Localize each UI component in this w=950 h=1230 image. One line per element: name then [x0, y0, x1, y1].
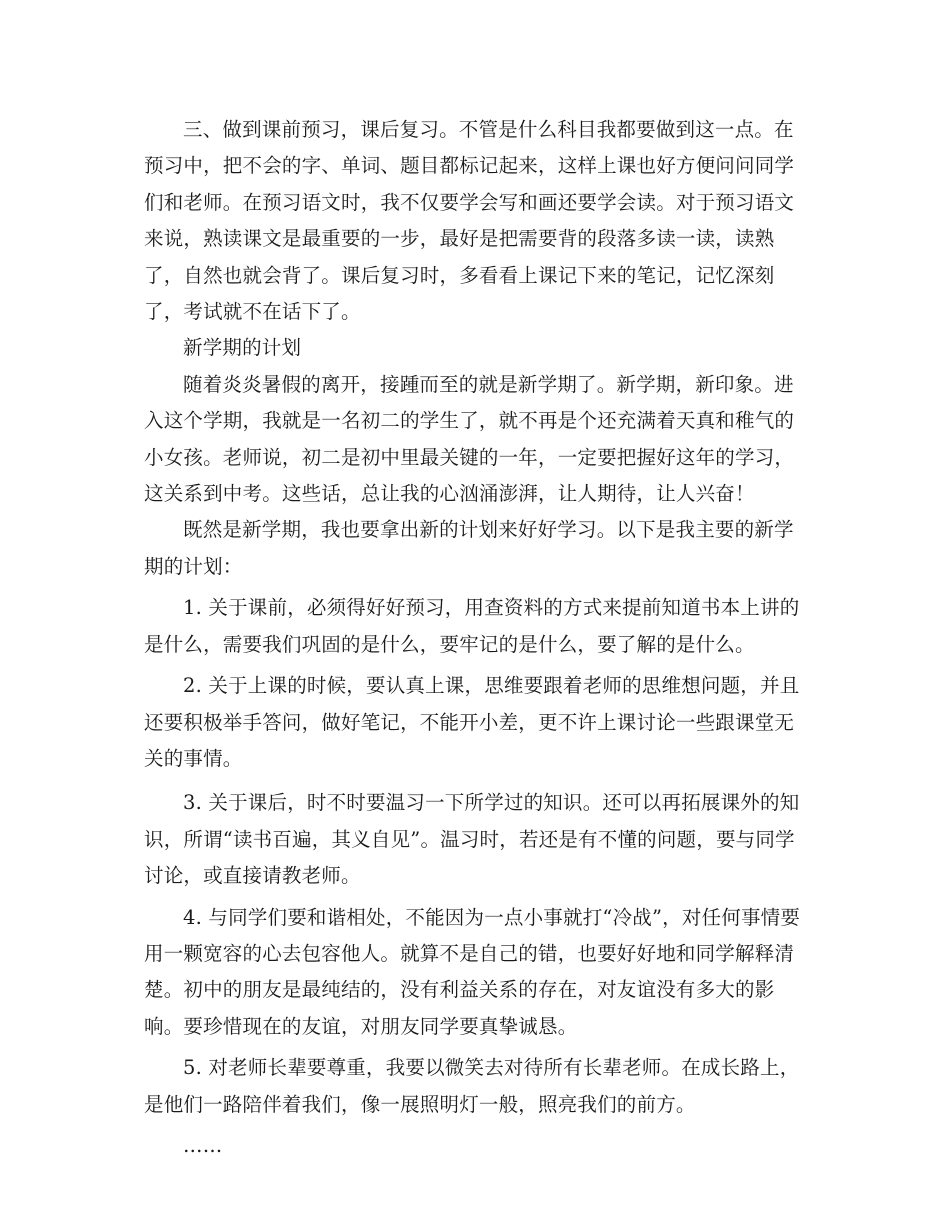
paragraph-review-plan: 三、做到课前预习，课后复习。不管是什么科目我都要做到这一点。在预习中，把不会的字、单词、题目都标记起来，这样上课也好方便问问同学们和老师。在预习语文时，我不仅要学会写和画还要学会读。对于预习语文来说，熟读课文是最重要的一步，最好是把需要背的段落多读一读，读熟了，自然也就会背了。课后复习时，多看看上课记下来的笔记，记忆深刻了，考试就不在话下了。 — [144, 118, 795, 324]
plan-item-4: 4. 与同学们要和谐相处，不能因为一点小事就打“冷战”，对任何事情要用一颗宽容的心去包容他人。就算不是自己的错，也要好好地和同学解释清楚。初中的朋友是最纯结的，没有利益关系的存在，对友谊没有多大的影响。要珍惜现在的友谊，对朋友同学要真挚诚恳。 — [144, 905, 801, 1038]
plan-item-3: 3. 关于课后，时不时要温习一下所学过的知识。还可以再拓展课外的知识，所谓“读书百遍，其义自见”。温习时，若还是有不懂的问题，要与同学讨论，或直接请教老师。 — [144, 791, 800, 888]
plan-item-1: 1. 关于课前，必须得好好预习，用查资料的方式来提前知道书本上讲的是什么，需要我们巩固的是什么，要牢记的是什么，要了解的是什么。 — [144, 596, 800, 656]
ellipsis: …… — [183, 1133, 223, 1157]
paragraph-intro: 随着炎炎暑假的离开，接踵而至的就是新学期了。新学期，新印象。进入这个学期，我就是一名初二的学生了，就不再是个还充满着天真和稚气的小女孩。老师说，初二是初中里最关键的一年，一定要把握好这年的学习，这关系到中考。这些话，总让我的心汹涌澎湃，让人期待，让人兴奋！ — [144, 372, 795, 506]
paragraph-plan-lead: 既然是新学期，我也要拿出新的计划来好好学习。以下是我主要的新学期的计划： — [144, 518, 794, 578]
document-body — [144, 112, 808, 1164]
plan-item-5: 5. 对老师长辈要尊重，我要以微笑去对待所有长辈老师。在成长路上，是他们一路陪伴着我们，像一展照明灯一般，照亮我们的前方。 — [144, 1056, 800, 1116]
plan-item-2: 2. 关于上课的时候，要认真上课，思维要跟着老师的思维想问题，并且还要积极举手答问，做好笔记，不能开小差，更不许上课讨论一些跟课堂无关的事情。 — [144, 674, 800, 770]
section-title: 新学期的计划 — [183, 336, 302, 360]
